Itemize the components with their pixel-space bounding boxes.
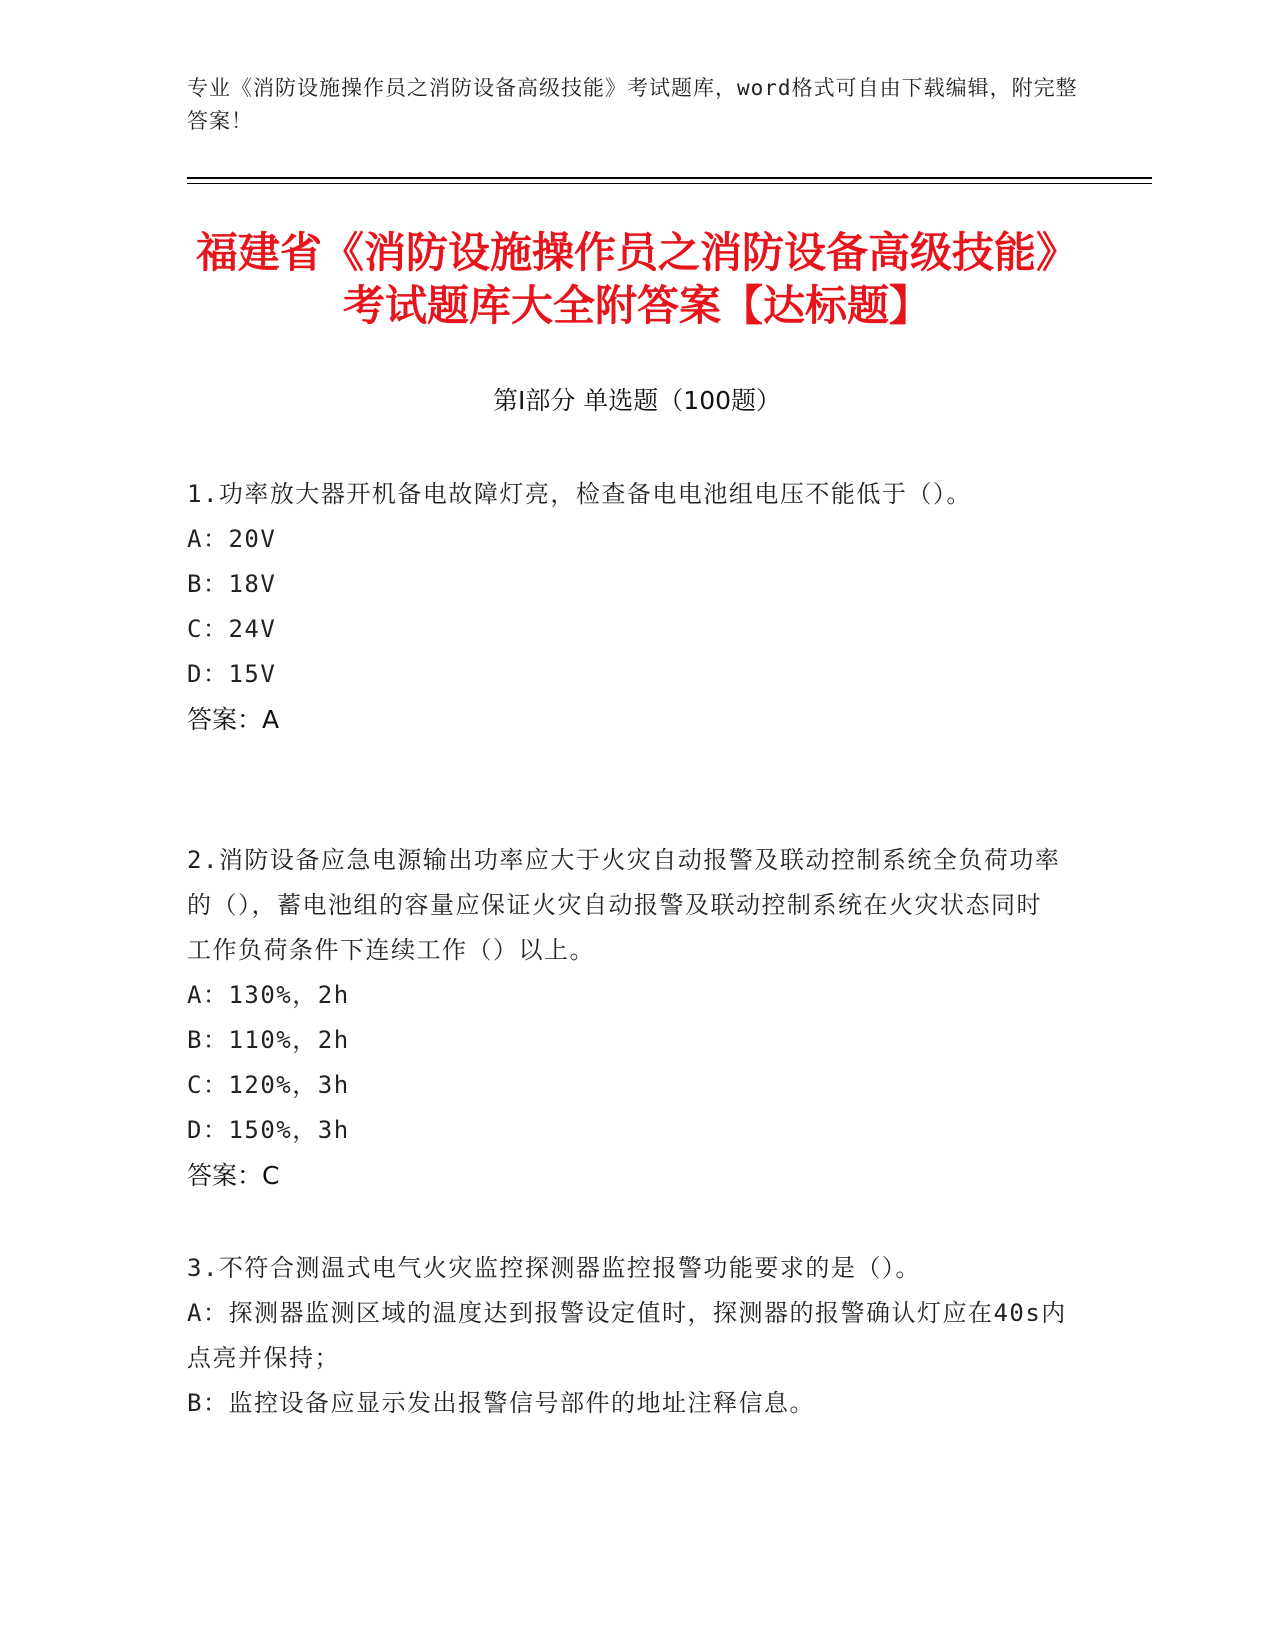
option-a: A：20V	[187, 525, 277, 553]
option-d: D：150%，3h	[187, 1116, 350, 1144]
option-c: C：24V	[187, 615, 277, 643]
question-3	[187, 1246, 1067, 1426]
section-heading: 第I部分 单选题（100题）	[492, 386, 782, 415]
question-stem: 1.功率放大器开机备电故障灯亮，检查备电电池组电压不能低于（）。	[187, 480, 972, 508]
document-title: 福建省《消防设施操作员之消防设备高级技能》考试题库大全附答案【达标题】	[195, 228, 1078, 330]
answer-line: 答案：A	[187, 705, 280, 734]
option-b: B：18V	[187, 570, 277, 598]
header-divider-thick	[187, 177, 1152, 179]
header-note: 专业《消防设施操作员之消防设备高级技能》考试题库，word格式可自由下载编辑，附完整答案！	[187, 76, 1078, 133]
answer-line: 答案：C	[187, 1161, 280, 1190]
option-d: D：15V	[187, 660, 277, 688]
option-c: C：120%，3h	[187, 1071, 350, 1099]
question-stem: 3.不符合测温式电气火灾监控探测器监控报警功能要求的是（）。	[187, 1254, 921, 1282]
option-a: A：130%，2h	[187, 981, 350, 1009]
option-b: B：监控设备应显示发出报警信号部件的地址注释信息。	[187, 1389, 815, 1417]
option-a: A：探测器监测区域的温度达到报警设定值时，探测器的报警确认灯应在40s内点亮并保持；	[187, 1299, 1067, 1372]
question-1	[187, 472, 1067, 742]
header-divider-thin	[187, 183, 1152, 184]
option-b: B：110%，2h	[187, 1026, 350, 1054]
question-2	[187, 838, 1067, 1198]
question-stem: 2.消防设备应急电源输出功率应大于火灾自动报警及联动控制系统全负荷功率的（），蓄电池组的容量应保证火灾自动报警及联动控制系统在火灾状态同时工作负荷条件下连续工作（）以上。	[187, 846, 1061, 964]
